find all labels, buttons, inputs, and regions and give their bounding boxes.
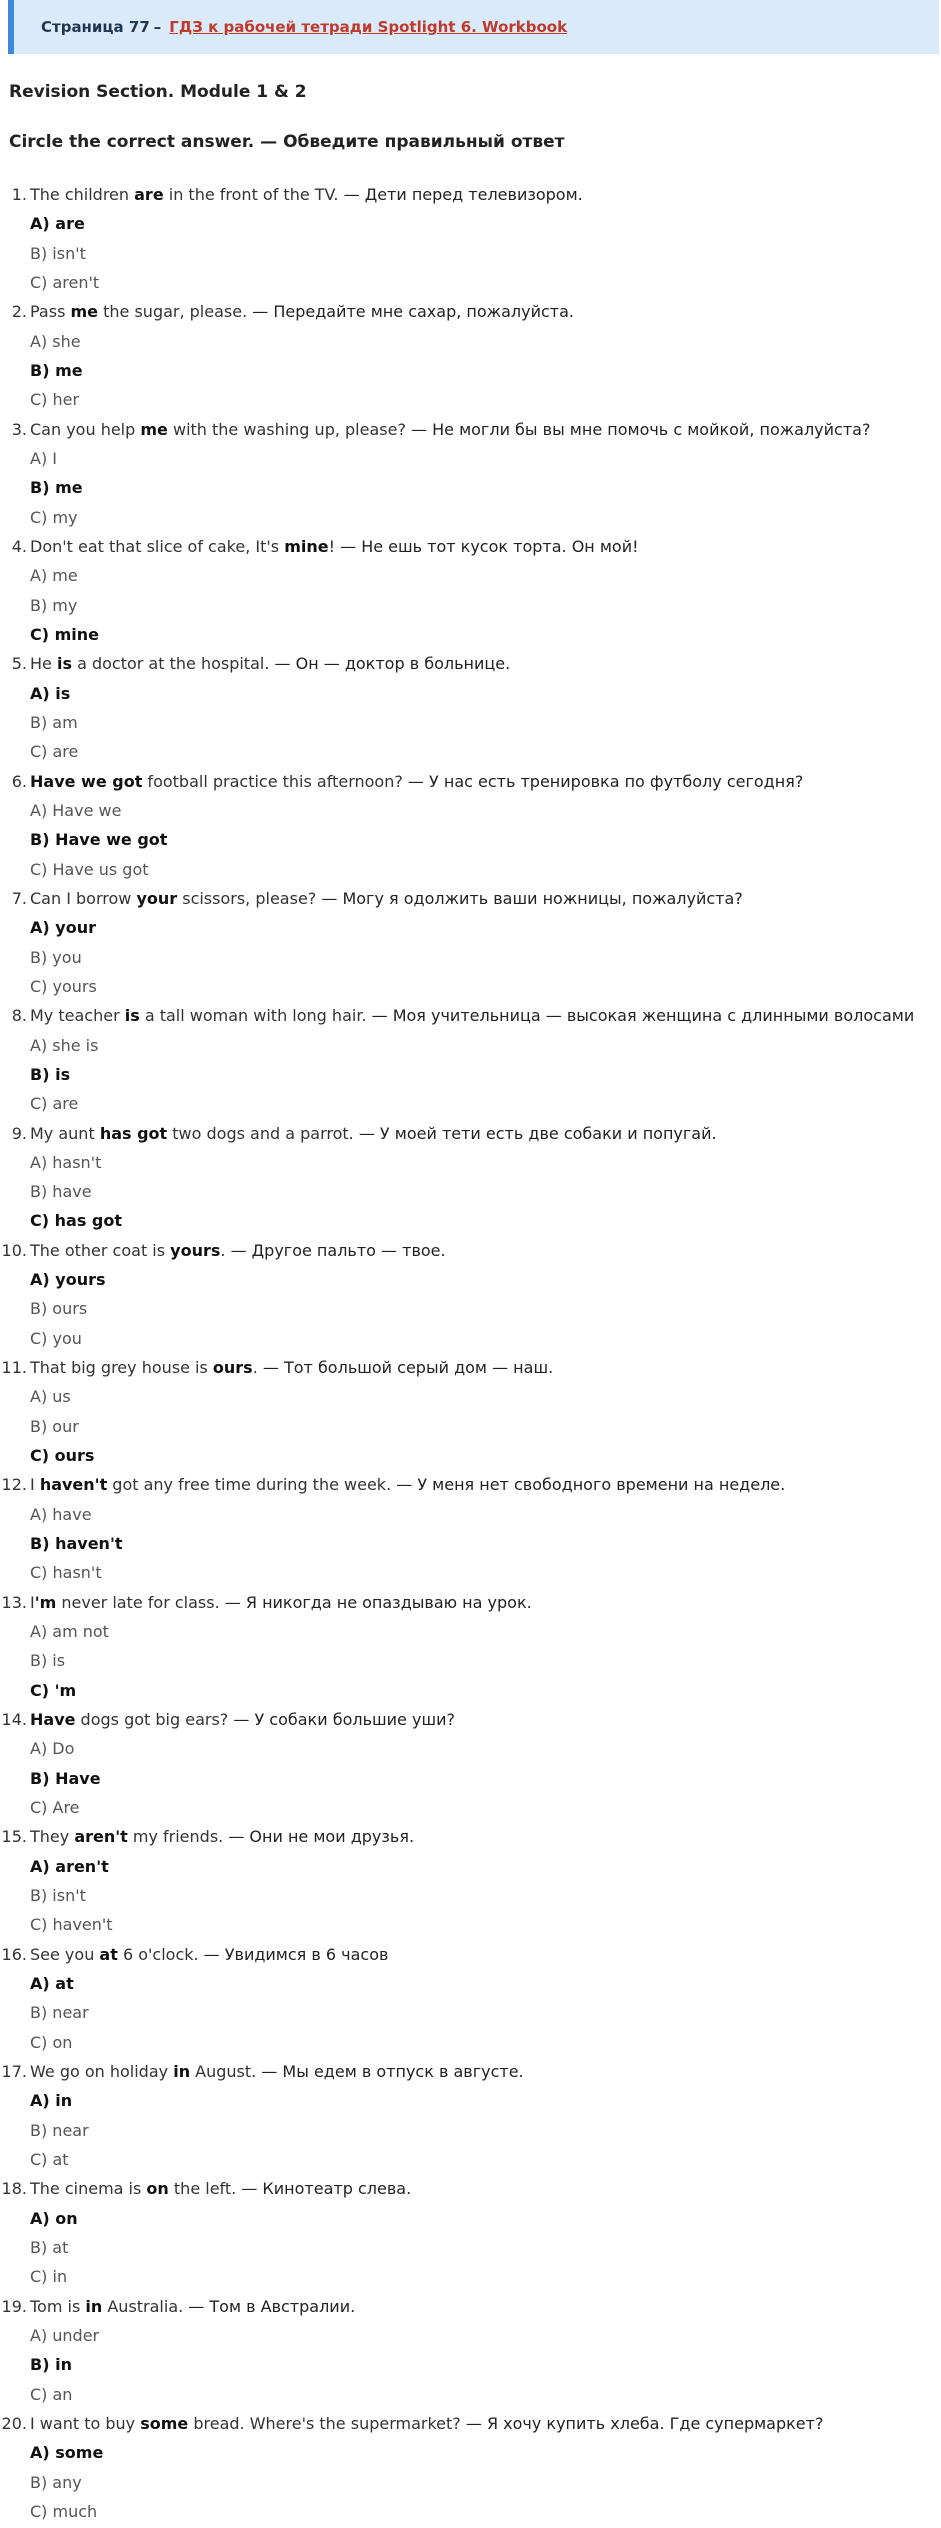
- question-pre-text: Pass: [30, 302, 71, 322]
- question-text: [0, 1236, 930, 1265]
- question-answer-highlight: your: [136, 888, 178, 908]
- answer-option-correct[interactable]: B) is: [30, 1064, 71, 1084]
- question-post-text: my friends.: [127, 1827, 224, 1847]
- question-translation: — Он — доктор в больнице.: [269, 654, 511, 674]
- answer-option-correct[interactable]: B) me: [30, 360, 83, 380]
- question-translation: — Моя учительница — высокая женщина с длинными волосами: [366, 1006, 915, 1026]
- question-item: [0, 767, 930, 884]
- question-pre-text: See you: [30, 1944, 100, 1964]
- question-post-text: !: [328, 536, 336, 556]
- question-answer-highlight: haven't: [39, 1475, 108, 1495]
- page-label: Страница 77: [41, 18, 150, 36]
- question-post-text: dogs got big ears?: [75, 1710, 229, 1730]
- answer-option[interactable]: B) any: [30, 2472, 82, 2492]
- answer-option[interactable]: B) isn't: [30, 1886, 86, 1906]
- question-number: 2.: [11, 302, 27, 322]
- answer-option[interactable]: C) hasn't: [30, 1563, 102, 1583]
- question-pre-text: That big grey house is: [30, 1358, 213, 1378]
- question-answer-highlight: me: [70, 302, 99, 322]
- answer-option[interactable]: B) you: [30, 947, 82, 967]
- question-post-text: scissors, please?: [177, 888, 317, 908]
- question-post-text: the sugar, please.: [98, 302, 248, 322]
- question-pre-text: I: [30, 1475, 40, 1495]
- answer-option[interactable]: C) are: [30, 742, 79, 762]
- question-pre-text: We go on holiday: [30, 2062, 174, 2081]
- answer-option-correct[interactable]: C) 'm: [30, 1680, 77, 1700]
- question-item: [0, 2409, 930, 2526]
- question-post-text: .: [252, 1358, 258, 1378]
- question-number: 13.: [1, 1592, 27, 1612]
- question-number: 19.: [1, 2296, 27, 2316]
- workbook-link[interactable]: ГДЗ к рабочей тетради Spotlight 6. Workbook: [169, 18, 568, 36]
- answer-option[interactable]: A) she is: [30, 1035, 99, 1055]
- answer-option-correct[interactable]: C) ours: [30, 1446, 95, 1466]
- question-translation: — Я хочу купить хлеба. Где супермаркет?: [460, 2413, 824, 2433]
- answer-option[interactable]: C) in: [30, 2267, 68, 2287]
- answer-option[interactable]: C) on: [30, 2032, 73, 2052]
- answer-option[interactable]: A) Do: [30, 1739, 75, 1759]
- answer-option[interactable]: A) have: [30, 1504, 92, 1524]
- answer-option-correct[interactable]: A) are: [30, 214, 85, 234]
- question-text: [0, 884, 930, 913]
- question-text: [0, 2409, 930, 2438]
- question-text: [0, 1001, 930, 1030]
- question-text: [0, 2057, 930, 2086]
- question-text: [0, 297, 930, 326]
- answer-option[interactable]: B) near: [30, 2003, 89, 2023]
- answer-option[interactable]: A) us: [30, 1387, 71, 1407]
- question-translation: — У моей тети есть две собаки и попугай.: [353, 1123, 717, 1143]
- question-translation: — Они не мои друзья.: [223, 1827, 415, 1847]
- banner-separator: –: [153, 18, 162, 36]
- question-pre-text: Don't eat that slice of cake, It's: [30, 536, 285, 556]
- question-pre-text: My teacher: [30, 1006, 125, 1026]
- question-post-text: .: [220, 1240, 226, 1260]
- section-title: Revision Section. Module 1 & 2: [9, 82, 307, 102]
- question-translation: — Передайте мне сахар, пожалуйста.: [247, 302, 574, 322]
- answer-option[interactable]: A) hasn't: [30, 1152, 102, 1172]
- answer-option-correct[interactable]: C) mine: [30, 624, 100, 644]
- question-item: [0, 1353, 930, 1470]
- question-item: [0, 2057, 930, 2174]
- question-text: [0, 1940, 930, 1969]
- question-pre-text: The other coat is: [30, 1240, 171, 1260]
- answer-option[interactable]: C) haven't: [30, 1915, 113, 1935]
- question-pre-text: The children: [30, 185, 135, 204]
- question-pre-text: Tom is: [30, 2296, 86, 2316]
- answer-option[interactable]: C) much: [30, 2501, 98, 2521]
- question-text: [0, 2174, 930, 2203]
- question-number: 11.: [1, 1358, 27, 1378]
- answer-option[interactable]: A) Have we: [30, 800, 122, 820]
- question-translation: — Я никогда не опаздываю на урок.: [219, 1592, 532, 1612]
- question-answer-highlight: ours: [212, 1358, 253, 1378]
- answer-option-correct[interactable]: A) your: [30, 918, 96, 938]
- question-number: 16.: [1, 1944, 27, 1964]
- question-item: [0, 2292, 930, 2409]
- question-number: 6.: [11, 771, 27, 791]
- answer-option[interactable]: B) is: [30, 1651, 66, 1671]
- question-post-text: a tall woman with long hair.: [139, 1006, 367, 1026]
- question-post-text: with the washing up, please?: [167, 419, 406, 439]
- question-translation: — Другое пальто — твое.: [225, 1240, 446, 1260]
- answer-option[interactable]: C) yours: [30, 976, 97, 996]
- question-number: 15.: [1, 1827, 27, 1847]
- answer-option[interactable]: B) am: [30, 712, 78, 732]
- question-item: [0, 1119, 930, 1236]
- question-post-text: August.: [190, 2062, 257, 2081]
- question-translation: — У нас есть тренировка по футболу сегодня?: [402, 771, 804, 791]
- question-answer-highlight: some: [140, 2413, 189, 2433]
- answer-option[interactable]: B) my: [30, 595, 78, 615]
- question-number: 18.: [1, 2179, 27, 2199]
- question-post-text: never late for class.: [56, 1592, 220, 1612]
- question-answer-highlight: are: [134, 185, 164, 204]
- question-translation: — Увидимся в 6 часов: [198, 1944, 389, 1964]
- question-item: [0, 1940, 930, 2057]
- page-banner: [8, 0, 939, 54]
- answer-option-correct[interactable]: A) aren't: [30, 1856, 109, 1876]
- question-text: [0, 2292, 930, 2321]
- question-pre-text: The cinema is: [30, 2179, 147, 2199]
- answer-option[interactable]: A) am not: [30, 1622, 109, 1642]
- question-item: [0, 532, 930, 649]
- answer-option[interactable]: B) isn't: [30, 243, 86, 263]
- question-list: [0, 180, 930, 2526]
- answer-option[interactable]: B) ours: [30, 1299, 88, 1319]
- question-number: 3.: [11, 419, 27, 439]
- answer-option[interactable]: B) have: [30, 1182, 92, 1202]
- question-number: 10.: [1, 1240, 27, 1260]
- question-number: 5.: [11, 654, 27, 674]
- question-pre-text: I: [30, 1592, 35, 1612]
- answer-option-correct[interactable]: A) is: [30, 683, 71, 703]
- question-translation: — Не могли бы вы мне помочь с мойкой, пожалуйста?: [405, 419, 871, 439]
- question-answer-highlight: at: [99, 1944, 118, 1964]
- answer-option[interactable]: B) at: [30, 2237, 69, 2257]
- instruction-heading: Circle the correct answer. — Обведите правильный ответ: [9, 132, 565, 152]
- answer-option-correct[interactable]: C) has got: [30, 1211, 122, 1231]
- question-post-text: got any free time during the week.: [107, 1475, 392, 1495]
- question-item: [0, 415, 930, 532]
- question-answer-highlight: Have: [30, 1710, 76, 1730]
- question-item: [0, 1236, 930, 1353]
- answer-option[interactable]: B) near: [30, 2120, 89, 2140]
- question-number: 20.: [1, 2413, 27, 2433]
- answer-option[interactable]: A) me: [30, 566, 78, 586]
- question-text: [0, 1588, 930, 1617]
- question-answer-highlight: 'm: [34, 1592, 57, 1612]
- answer-option-correct[interactable]: A) some: [30, 2443, 104, 2463]
- question-pre-text: Can I borrow: [30, 888, 137, 908]
- question-number: 14.: [1, 1710, 27, 1730]
- question-translation: — Том в Австралии.: [183, 2296, 356, 2316]
- question-item: [0, 2174, 930, 2291]
- answer-option-correct[interactable]: B) me: [30, 478, 83, 498]
- question-item: [0, 649, 930, 766]
- question-translation: — У собаки большие уши?: [228, 1710, 455, 1730]
- question-translation: — Не ешь тот кусок торта. Он мой!: [335, 536, 639, 556]
- question-number: 8.: [11, 1006, 27, 1026]
- question-text: [0, 649, 930, 678]
- answer-option-correct[interactable]: A) on: [30, 2208, 78, 2228]
- question-translation: — Мы едем в отпуск в августе.: [256, 2062, 524, 2081]
- answer-option-correct[interactable]: A) in: [30, 2091, 73, 2111]
- question-pre-text: Can you help: [30, 419, 141, 439]
- question-item: [0, 884, 930, 1001]
- question-item: [0, 1822, 930, 1939]
- answer-option[interactable]: C) her: [30, 390, 80, 410]
- answer-option[interactable]: C) aren't: [30, 272, 100, 292]
- question-translation: — Тот большой серый дом — наш.: [257, 1358, 554, 1378]
- question-post-text: two dogs and a parrot.: [167, 1123, 354, 1143]
- question-text: [0, 532, 930, 561]
- question-post-text: Australia.: [102, 2296, 184, 2316]
- answer-option[interactable]: C) Are: [30, 1798, 80, 1818]
- question-post-text: in the front of the TV.: [163, 185, 339, 204]
- answer-option-correct[interactable]: B) haven't: [30, 1534, 123, 1554]
- question-number: 4.: [11, 536, 27, 556]
- answer-option-correct[interactable]: B) Have we got: [30, 830, 168, 850]
- question-post-text: the left.: [168, 2179, 237, 2199]
- question-item: [0, 1705, 930, 1822]
- question-text: [0, 415, 930, 444]
- question-number: 7.: [11, 888, 27, 908]
- question-text: [0, 1470, 930, 1499]
- question-answer-highlight: yours: [170, 1240, 221, 1260]
- question-text: [0, 767, 930, 796]
- question-answer-highlight: Have we got: [30, 771, 143, 791]
- answer-option-correct[interactable]: A) yours: [30, 1270, 106, 1290]
- question-post-text: football practice this afternoon?: [142, 771, 403, 791]
- question-answer-highlight: is: [124, 1006, 140, 1026]
- question-item: [0, 1588, 930, 1705]
- question-pre-text: My aunt: [30, 1123, 100, 1143]
- answer-option[interactable]: B) our: [30, 1416, 79, 1436]
- question-answer-highlight: in: [85, 2296, 103, 2316]
- question-post-text: a doctor at the hospital.: [71, 654, 270, 674]
- answer-option-correct[interactable]: B) in: [30, 2355, 72, 2375]
- question-item: [0, 297, 930, 414]
- question-text: [0, 1705, 930, 1734]
- question-answer-highlight: mine: [284, 536, 329, 556]
- question-answer-highlight: aren't: [74, 1827, 128, 1847]
- question-number: 1.: [11, 185, 27, 204]
- question-pre-text: I want to buy: [30, 2413, 141, 2433]
- question-text: [0, 1822, 930, 1851]
- answer-option[interactable]: C) at: [30, 2149, 69, 2169]
- question-translation: — Могу я одолжить ваши ножницы, пожалуйста?: [316, 888, 743, 908]
- answer-option[interactable]: C) my: [30, 507, 78, 527]
- answer-option-correct[interactable]: B) Have: [30, 1768, 101, 1788]
- question-answer-highlight: is: [56, 654, 72, 674]
- question-answer-highlight: in: [173, 2062, 191, 2081]
- question-answer-highlight: on: [146, 2179, 169, 2199]
- question-text: [0, 1353, 930, 1382]
- answer-option-correct[interactable]: A) at: [30, 1974, 74, 1994]
- question-text: [0, 180, 930, 209]
- answer-option[interactable]: C) an: [30, 2384, 73, 2404]
- answer-option[interactable]: C) are: [30, 1094, 79, 1114]
- question-item: [0, 1470, 930, 1587]
- question-translation: — У меня нет свободного времени на неделе.: [391, 1475, 786, 1495]
- question-post-text: bread. Where's the supermarket?: [188, 2413, 461, 2433]
- answer-option[interactable]: A) under: [30, 2325, 100, 2345]
- question-pre-text: He: [30, 654, 57, 674]
- question-number: 12.: [1, 1475, 27, 1495]
- answer-option[interactable]: C) Have us got: [30, 859, 149, 879]
- question-item: [0, 180, 930, 297]
- answer-option[interactable]: A) I: [30, 448, 57, 468]
- question-post-text: 6 o'clock.: [117, 1944, 199, 1964]
- question-translation: — Дети перед телевизором.: [338, 185, 583, 204]
- question-text: [0, 1119, 930, 1148]
- question-translation: — Кинотеатр слева.: [236, 2179, 412, 2199]
- question-answer-highlight: me: [140, 419, 168, 439]
- question-pre-text: They: [30, 1827, 75, 1847]
- question-number: 9.: [11, 1123, 27, 1143]
- question-item: [0, 1001, 930, 1118]
- question-number: 17.: [1, 2062, 27, 2081]
- answer-option[interactable]: A) she: [30, 331, 81, 351]
- question-answer-highlight: has got: [99, 1123, 168, 1143]
- answer-option[interactable]: C) you: [30, 1328, 82, 1348]
